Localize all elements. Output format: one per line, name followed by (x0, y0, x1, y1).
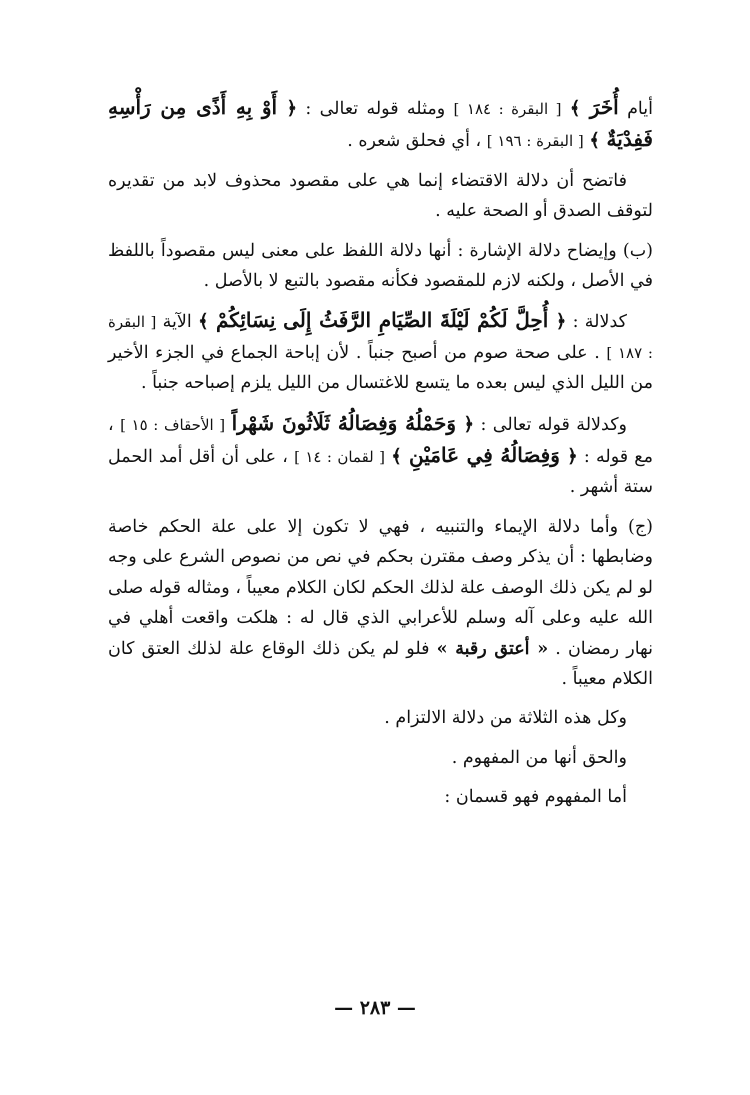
text: ، مع قوله : (108, 414, 653, 468)
bracket-close: ﴾ (198, 311, 209, 333)
text: الآية (162, 312, 192, 333)
verse-text: أُحِلَّ لَكُمْ لَيْلَةَ الصِّيَامِ الرَّفَثُ إِلَى نِسَائِكُمْ (216, 308, 549, 333)
quran-verse (198, 310, 566, 332)
verse-reference: [ البقرة : ١٨٤ ] (453, 100, 562, 118)
text: ومثله قوله تعالى : (305, 99, 446, 119)
verse-reference: [ الأحقاف : ١٥ ] (120, 415, 226, 434)
paragraph-1 (108, 92, 653, 157)
text: فلو لم يكن ذلك الوقاع علة لذلك العتق كان الكلام معيباً . (108, 638, 653, 689)
quran-verse (570, 97, 619, 119)
bracket-open: ﴿ (463, 413, 475, 435)
quran-verse (391, 445, 577, 467)
text: . على صحة صوم من أصبح جنباً . لأن إباحة الجماع في الجزء الأخير من الليل الذي ليس بعده ما يتسع للاغتسال من الليل يلزم إصباحه جنباً . (108, 342, 653, 394)
text: أيام (627, 99, 653, 119)
bracket-open: ﴿ (555, 311, 567, 333)
paragraph-9: أما المفهوم فهو قسمان : (444, 787, 627, 808)
paragraph-5 (108, 408, 653, 503)
page-number: — ٢٨٣ — (334, 997, 416, 1019)
verse-text: أَوْ بِهِ أَذًى مِن رَأْسِهِ فَفِدْيَةٌ (108, 95, 653, 152)
verse-reference: [ البقرة : ١٨٧ ] (108, 313, 653, 362)
verse-text: وَحَمْلُهُ وَفِصَالُهُ ثَلَاثُونَ شَهْراً (231, 410, 457, 435)
text: (ج) وأما دلالة الإيماء والتنبيه ، فهي لا تكون إلا على علة الحكم خاصة وضابطها : أن يذكر وصف مقترن بحكم في نص من نصوص الشرع على وجه لو لم يكن ذلك الوصف علة لذلك الحكم لكان الكلام معيباً ، ومثاله قوله صلى الله عليه وعلى آله وسلم للأعرابي الذي قال له : هلكت واقعت أهلي في نهار رمضان . (108, 516, 653, 659)
bracket-close: ﴾ (589, 130, 600, 152)
text: كدلالة : (572, 312, 627, 333)
verse-text: أُخَرَ (589, 95, 619, 119)
paragraph-7: وكل هذه الثلاثة من دلالة الالتزام . (384, 708, 627, 729)
paragraph-4 (108, 305, 653, 398)
text: وكدلالة قوله تعالى : (480, 414, 627, 435)
quran-verse (231, 410, 475, 435)
page-body (108, 92, 653, 813)
bracket-close: ﴾ (569, 98, 581, 119)
verse-reference: [ البقرة : ١٩٦ ] (486, 132, 584, 151)
paragraph-2: فاتضح أن دلالة الاقتضاء إنما هي على مقصود محذوف لابد من تقديره لتوقف الصدق أو الصحة عليه . (108, 170, 653, 222)
bracket-open: ﴿ (286, 98, 298, 119)
bracket-close: ﴾ (391, 446, 402, 468)
verse-text: وَفِصَالُهُ فِي عَامَيْنِ (409, 443, 560, 468)
hadith-quote: « أعتق رقبة » (436, 638, 549, 659)
paragraph-6 (108, 512, 653, 694)
text: ، أي فحلق شعره . (347, 131, 482, 152)
bracket-open: ﴿ (567, 446, 578, 468)
text: ، على أن أقل أمد الحمل ستة أشهر . (108, 447, 653, 498)
verse-reference: [ لقمان : ١٤ ] (294, 448, 385, 467)
paragraph-3: (ب) وإيضاح دلالة الإشارة : أنها دلالة اللفظ على معنى ليس مقصوداً باللفظ في الأصل ، ولكنه لازم للمقصود فكأنه مقصود بالتبع لا بالأصل . (108, 240, 653, 292)
paragraph-8: والحق أنها من المفهوم . (451, 747, 627, 768)
